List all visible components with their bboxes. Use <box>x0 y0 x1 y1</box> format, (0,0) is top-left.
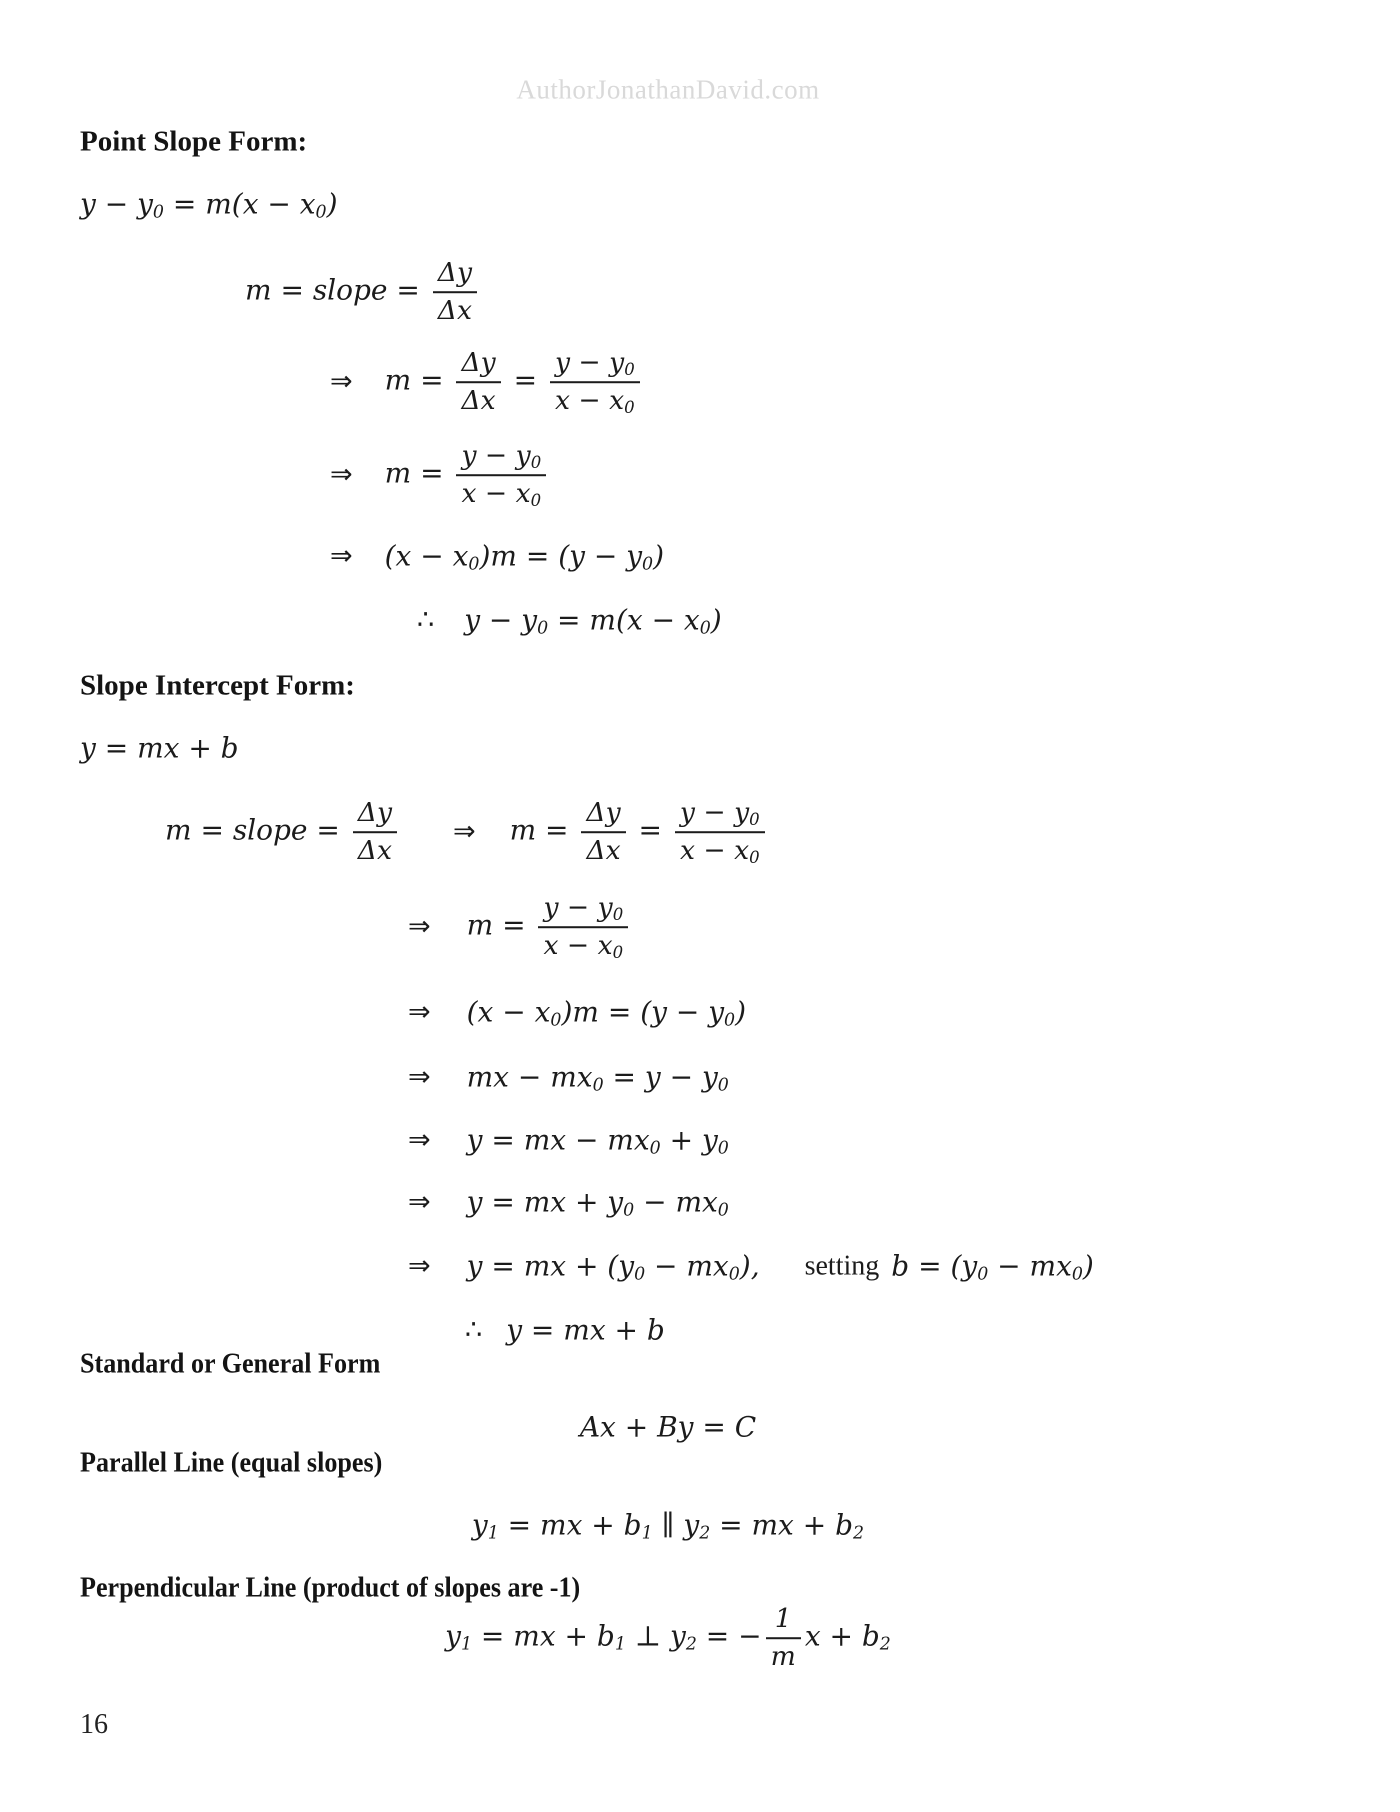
slope-intercept-step-row <box>408 1060 729 1095</box>
implies-arrow-icon: ⇒ <box>408 1124 431 1156</box>
slope-intercept-main-equation-row <box>80 731 239 766</box>
heading-slope-intercept-form: Slope Intercept Form: <box>80 669 355 702</box>
heading-perpendicular-line: Perpendicular Line (product of slopes are -1) <box>80 1571 581 1604</box>
implies-arrow-icon: ⇒ <box>452 816 476 848</box>
standard-form-equation-row <box>0 1410 1336 1445</box>
slope-intercept-step-row <box>408 1123 729 1158</box>
slope-intercept-setting-row <box>408 1249 1094 1284</box>
equation-step: y = mx + $(y_0 - mx_0)$, <box>466 1249 760 1285</box>
equation-step: m = $\frac{\Delta y}{\Delta x}$ = $\frac{y - y_0}{x - x_0}$ <box>510 798 769 866</box>
standard-form-heading-row <box>80 1348 414 1381</box>
perpendicular-line-equation-row <box>0 1604 1336 1672</box>
equation-slope-definition: m = slope = $\frac{\Delta y}{\Delta x}$ <box>245 258 481 326</box>
slope-intercept-step-row <box>408 995 746 1030</box>
equation-parallel-lines: $y_1$ = mx + $b_1$ ∥ $y_2$ = mx + $b_2$ <box>471 1508 865 1544</box>
implies-arrow-icon: ⇒ <box>330 366 353 398</box>
heading-point-slope-form: Point Slope Form: <box>80 125 308 158</box>
therefore-icon: ∴ <box>417 604 435 636</box>
implies-arrow-icon: ⇒ <box>408 996 431 1028</box>
point-slope-slope-def-row <box>245 258 481 326</box>
implies-arrow-icon: ⇒ <box>408 1186 431 1218</box>
watermark-text: AuthorJonathanDavid.com <box>516 74 820 105</box>
setting-label: setting <box>804 1250 880 1281</box>
slope-intercept-heading-row <box>80 670 355 703</box>
point-slope-step-row <box>330 348 644 416</box>
parallel-line-heading-row <box>80 1447 416 1480</box>
page-number: 16 <box>80 1709 108 1740</box>
point-slope-heading-row <box>80 126 307 159</box>
page-number-row <box>80 1709 108 1741</box>
implies-arrow-icon: ⇒ <box>408 1250 431 1282</box>
perpendicular-line-heading-row <box>80 1572 636 1605</box>
watermark-row <box>0 75 1336 106</box>
point-slope-step-row <box>330 539 664 574</box>
equation-setting-b: $b = (y_0 - mx_0)$ <box>891 1249 1094 1285</box>
slope-intercept-conclusion-row <box>465 1313 665 1348</box>
heading-standard-form: Standard or General Form <box>80 1347 381 1380</box>
point-slope-main-equation-row <box>80 187 338 222</box>
equation-step: y = mx − $mx_0 + y_0$ <box>466 1123 729 1159</box>
heading-parallel-line: Parallel Line (equal slopes) <box>80 1446 383 1479</box>
equation-standard-form: Ax + By = C <box>579 1410 757 1444</box>
equation-step: mx − $mx_0 = y - y_0$ <box>466 1060 729 1096</box>
equation-conclusion: $y - y_0 = m(x - x_0)$ <box>464 603 722 639</box>
point-slope-step-row <box>330 441 550 509</box>
equation-step: m = $\frac{y - y_0}{x - x_0}$ <box>467 893 633 961</box>
slope-intercept-combined-row <box>165 798 769 866</box>
equation-perpendicular-lines: $y_1$ = mx + $b_1$ ⊥ $y_2$ = − $\frac{1}{m}$ $x + b_2$ <box>445 1603 891 1672</box>
slope-intercept-step-row <box>408 1185 729 1220</box>
equation-step: m = $\frac{y - y_0}{x - x_0}$ <box>385 441 551 509</box>
equation-step: m = $\frac{\Delta y}{\Delta x}$ = $\frac{y - y_0}{x - x_0}$ <box>385 348 644 416</box>
equation-step: y = mx + $y_0 - mx_0$ <box>466 1185 729 1221</box>
equation-point-slope-main: $y - y_0 = m(x - x_0)$ <box>80 187 338 223</box>
equation-slope-definition: m = slope = $\frac{\Delta y}{\Delta x}$ <box>165 798 401 866</box>
equation-step: $(x - x_0)m = (y - y_0)$ <box>466 995 746 1031</box>
equation-slope-intercept-main: y = mx + b <box>80 731 239 765</box>
slope-intercept-step-row <box>408 893 632 961</box>
equation-conclusion: y = mx + b <box>506 1313 665 1347</box>
implies-arrow-icon: ⇒ <box>408 1061 431 1093</box>
equation-step: $(x - x_0)m = (y - y_0)$ <box>384 539 664 575</box>
therefore-icon: ∴ <box>465 1314 483 1346</box>
implies-arrow-icon: ⇒ <box>330 459 353 491</box>
point-slope-conclusion-row <box>417 603 722 638</box>
implies-arrow-icon: ⇒ <box>408 911 431 943</box>
implies-arrow-icon: ⇒ <box>330 540 353 572</box>
parallel-line-equation-row <box>0 1508 1336 1543</box>
